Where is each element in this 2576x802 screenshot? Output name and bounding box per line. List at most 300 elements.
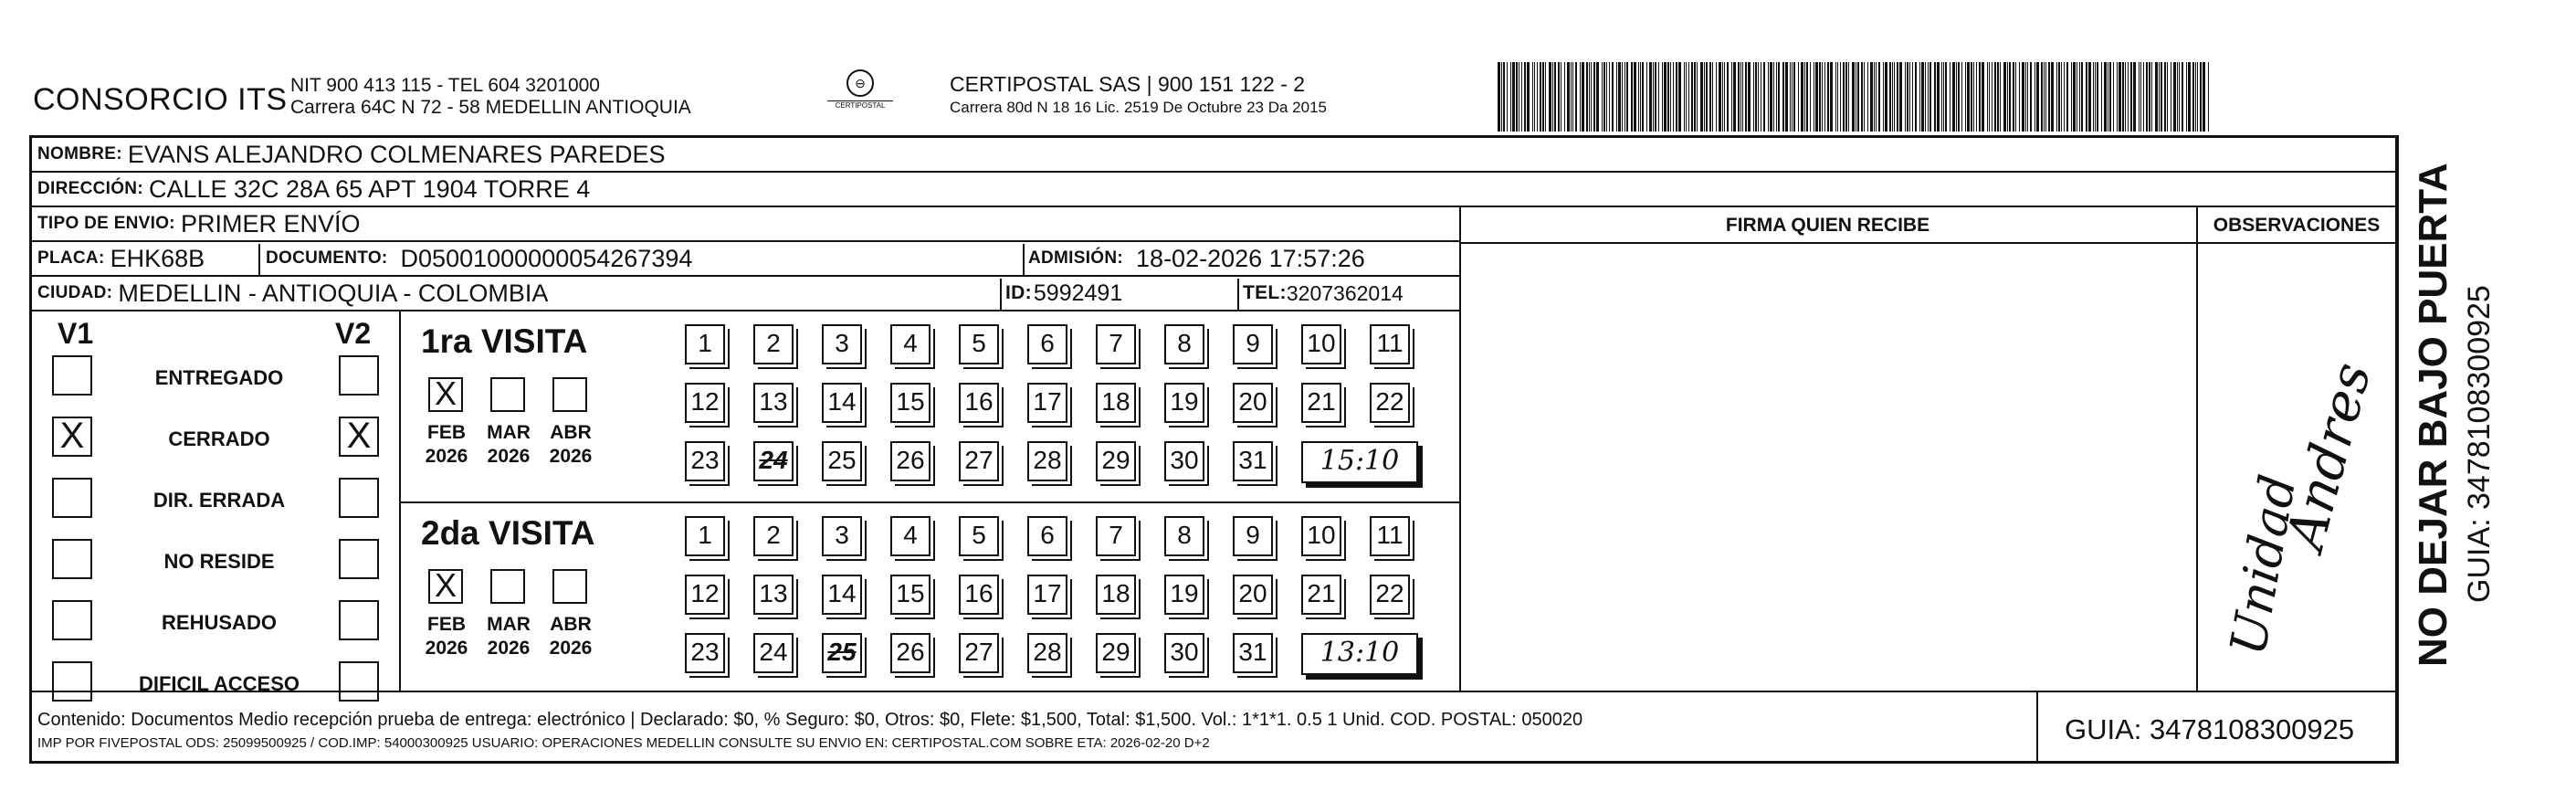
month-year: 2026 <box>487 446 531 467</box>
barcode-bar <box>2203 62 2205 132</box>
day-box[interactable]: 21 <box>1301 383 1341 423</box>
day-box[interactable]: 12 <box>685 575 725 615</box>
barcode-bar <box>1822 62 1823 132</box>
barcode-bar <box>2143 62 2144 132</box>
certipostal-logo <box>827 69 893 124</box>
day-box[interactable]: 16 <box>959 383 999 423</box>
barcode-bar <box>2093 62 2094 132</box>
barcode-bar <box>1686 62 1687 132</box>
barcode-bar <box>1819 62 1821 132</box>
day-box[interactable]: 8 <box>1164 516 1204 556</box>
barcode-bar <box>1564 62 1565 132</box>
firma-header: FIRMA QUIEN RECIBE <box>1725 215 1930 236</box>
barcode-bar <box>1870 62 1873 132</box>
barcode-bar <box>1815 62 1818 132</box>
id-label: ID: <box>1005 282 1032 303</box>
barcode-bar <box>1694 62 1696 132</box>
barcode-bar <box>1580 62 1581 132</box>
barcode-bar <box>2027 62 2028 132</box>
barcode-bar <box>2015 62 2016 132</box>
barcode-bar <box>1724 62 1725 132</box>
tipo-envio-label: TIPO DE ENVIO: <box>37 214 175 233</box>
barcode-bar <box>1928 62 1929 132</box>
barcode-bar <box>2044 62 2045 132</box>
status-v2-checkbox[interactable] <box>339 539 379 579</box>
barcode-bar <box>1843 62 1845 132</box>
day-box[interactable]: 19 <box>1164 383 1204 423</box>
barcode-bar <box>1874 62 1875 132</box>
barcode-bar <box>1542 62 1544 132</box>
barcode-bar <box>2073 62 2076 132</box>
month-checkbox[interactable] <box>490 377 525 412</box>
barcode-bar <box>1867 62 1868 132</box>
day-box[interactable]: 25 <box>822 633 862 673</box>
day-box[interactable]: 23 <box>685 633 725 673</box>
v2-header: V2 <box>335 317 372 350</box>
day-box[interactable]: 4 <box>890 516 931 556</box>
barcode-bar <box>1664 62 1667 132</box>
admision-value: 18-02-2026 17:57:26 <box>1136 244 1365 272</box>
nombre-value: EVANS ALEJANDRO COLMENARES PAREDES <box>127 140 666 168</box>
barcode-bar <box>1512 62 1515 132</box>
barcode-bar <box>1521 62 1522 132</box>
barcode-bar <box>1626 62 1628 132</box>
barcode-bar <box>2095 62 2096 132</box>
barcode-bar <box>1524 62 1526 132</box>
barcode-bar <box>2119 62 2121 132</box>
barcode-bar <box>1941 62 1942 132</box>
barcode-bar <box>1899 62 1902 132</box>
barcode-bar <box>1552 62 1553 132</box>
footer-divider <box>32 691 2397 692</box>
month-year: 2026 <box>425 638 468 659</box>
day-box[interactable]: 15 <box>890 575 931 615</box>
month-checkbox[interactable]: X <box>428 569 463 604</box>
barcode-bar <box>1878 62 1880 132</box>
barcode-bar <box>1912 62 1913 132</box>
barcode-bar <box>1609 62 1610 132</box>
barcode-bar <box>1571 62 1572 132</box>
barcode-bar <box>1905 62 1906 132</box>
barcode-bar <box>1549 62 1551 132</box>
barcode-bar <box>1727 62 1729 132</box>
day-box[interactable]: 18 <box>1096 575 1136 615</box>
barcode-bar <box>2113 62 2114 132</box>
barcode-bar <box>2013 62 2014 132</box>
barcode-bar <box>1678 62 1681 132</box>
visit-time[interactable]: 13:10 <box>1301 633 1418 675</box>
barcode-bar <box>1534 62 1535 132</box>
status-v2-checkbox[interactable]: X <box>339 417 379 457</box>
barcode-bar <box>1979 62 1981 132</box>
tel-value: 3207362014 <box>1286 280 1404 305</box>
barcode-bar <box>1835 62 1836 132</box>
documento-value: D05001000000054267394 <box>400 244 693 272</box>
status-label: REHUSADO <box>162 611 277 634</box>
barcode-bar <box>1810 62 1811 132</box>
barcode-bar <box>1909 62 1910 132</box>
barcode-bar <box>2146 62 2148 132</box>
barcode-bar <box>1776 62 1777 132</box>
divider <box>1459 242 2396 244</box>
day-box[interactable]: 7 <box>1096 516 1136 556</box>
placa-value: EHK68B <box>110 244 205 272</box>
barcode-bar <box>1638 62 1639 132</box>
barcode-bar <box>1700 62 1703 132</box>
barcode-bar <box>1921 62 1924 132</box>
barcode-bar <box>1709 62 1711 132</box>
day-box[interactable]: 11 <box>1370 324 1410 364</box>
day-box[interactable]: 21 <box>1301 575 1341 615</box>
day-box[interactable]: 22 <box>1370 383 1410 423</box>
day-box[interactable]: 20 <box>1233 383 1273 423</box>
signature: Andres <box>2274 355 2383 556</box>
status-v1-checkbox[interactable]: X <box>52 417 92 457</box>
barcode-bar <box>2022 62 2024 132</box>
barcode-bar <box>1770 62 1772 132</box>
barcode-bar <box>1582 62 1584 132</box>
barcode-bar <box>2122 62 2124 132</box>
month-label: ABR <box>550 614 592 635</box>
status-v2-checkbox[interactable] <box>339 355 379 396</box>
barcode-bar <box>2140 62 2141 132</box>
side-notice: NO DEJAR BAJO PUERTA <box>2411 163 2455 667</box>
barcode-bar <box>1646 62 1647 132</box>
month-year: 2026 <box>487 638 531 659</box>
month-year: 2026 <box>549 638 593 659</box>
barcode-bar <box>1673 62 1674 132</box>
barcode-bar <box>1852 62 1855 132</box>
day-box[interactable]: 25 <box>822 441 862 481</box>
day-box[interactable]: 29 <box>1096 633 1136 673</box>
divider <box>1237 279 1239 311</box>
day-box[interactable]: 9 <box>1233 324 1273 364</box>
day-box[interactable]: 30 <box>1164 441 1204 481</box>
barcode-bar <box>2125 62 2126 132</box>
day-box[interactable]: 22 <box>1370 575 1410 615</box>
month-label: MAR <box>487 614 531 635</box>
day-box[interactable]: 6 <box>1027 516 1067 556</box>
barcode-bar <box>2177 62 2178 132</box>
barcode-bar <box>1994 62 1996 132</box>
barcode-bar <box>2192 62 2194 132</box>
barcode-bar <box>1575 62 1577 132</box>
day-box[interactable]: 30 <box>1164 633 1204 673</box>
barcode-bar <box>1631 62 1633 132</box>
day-box[interactable]: 2 <box>753 516 794 556</box>
barcode-bar <box>1885 62 1887 132</box>
barcode-bar <box>2066 62 2068 132</box>
barcode-bar <box>2088 62 2091 132</box>
barcode-bar <box>2036 62 2039 132</box>
barcode-bar <box>1503 62 1505 132</box>
barcode-bar <box>1848 62 1849 132</box>
status-v1-checkbox[interactable] <box>52 355 92 396</box>
barcode-bar <box>1929 62 1931 132</box>
barcode-bar <box>2104 62 2107 132</box>
barcode-bar <box>1667 62 1669 132</box>
barcode-bar <box>2041 62 2043 132</box>
barcode-bar <box>1618 62 1621 132</box>
month-label: FEB <box>427 614 466 635</box>
day-box[interactable]: 16 <box>959 575 999 615</box>
barcode-bar <box>1572 62 1573 132</box>
barcode-bar <box>2081 62 2083 132</box>
barcode-bar <box>2097 62 2098 132</box>
barcode-bar <box>1840 62 1841 132</box>
barcode-bar <box>1634 62 1636 132</box>
company-name: CONSORCIO ITS <box>33 82 288 117</box>
status-v1-checkbox[interactable] <box>52 478 92 518</box>
barcode-bar <box>1593 62 1595 132</box>
barcode-bar <box>1892 62 1893 132</box>
day-box[interactable]: 20 <box>1233 575 1273 615</box>
barcode-bar <box>2030 62 2032 132</box>
month-label: ABR <box>550 422 592 443</box>
barcode-bar <box>1837 62 1838 132</box>
day-box[interactable]: 3 <box>822 516 862 556</box>
barcode-bar <box>1722 62 1723 132</box>
day-box[interactable]: 31 <box>1233 441 1273 481</box>
barcode-bar <box>2164 62 2166 132</box>
day-box[interactable]: 17 <box>1027 575 1067 615</box>
day-box[interactable]: 10 <box>1301 324 1341 364</box>
day-box[interactable]: 1 <box>685 324 725 364</box>
barcode-bar <box>1706 62 1708 132</box>
barcode-bar <box>2007 62 2008 132</box>
barcode-bar <box>2182 62 2183 132</box>
documento-label: DOCUMENTO: <box>266 248 388 268</box>
barcode-bar <box>1989 62 1990 132</box>
barcode-bar <box>2058 62 2060 132</box>
barcode-bar <box>1545 62 1546 132</box>
barcode-bar <box>1532 62 1533 132</box>
day-box[interactable]: 28 <box>1027 633 1067 673</box>
barcode-bar <box>2003 62 2006 132</box>
barcode-bar <box>2000 62 2001 132</box>
visit-title: 1ra VISITA <box>421 322 588 360</box>
barcode-bar <box>1558 62 1560 132</box>
status-v1-checkbox[interactable] <box>52 661 92 702</box>
day-box[interactable]: 2 <box>753 324 794 364</box>
visit-title: 2da VISITA <box>421 514 595 552</box>
month-label: FEB <box>427 422 466 443</box>
direccion-row <box>32 173 2397 207</box>
barcode-bar <box>1527 62 1530 132</box>
barcode-bar <box>1501 62 1502 132</box>
footer-print-info: IMP POR FIVEPOSTAL ODS: 25099500925 / COD.IMP: 54000300925 USUARIO: OPERACIONES MEDELLIN CONSULTE SU ENVIO EN: CERTIPOSTAL.COM SOBRE ETA: 2026-02-20 D+2 <box>37 735 1210 751</box>
month-checkbox[interactable]: X <box>428 377 463 412</box>
day-box[interactable]: 17 <box>1027 383 1067 423</box>
barcode-bar <box>1845 62 1847 132</box>
barcode-bar <box>2128 62 2129 132</box>
barcode-bar <box>1655 62 1656 132</box>
barcode-bar <box>1755 62 1757 132</box>
barcode-bar <box>2133 62 2136 132</box>
barcode-bar <box>1798 62 1799 132</box>
barcode-bar <box>2149 62 2150 132</box>
barcode-bar <box>1945 62 1947 132</box>
day-box[interactable]: 19 <box>1164 575 1204 615</box>
id-value: 5992491 <box>1033 280 1123 306</box>
barcode-bar <box>2139 62 2140 132</box>
logo-caption: CERTIPOSTAL <box>827 100 893 110</box>
barcode-bar <box>1919 62 1920 132</box>
barcode-bar <box>2045 62 2046 132</box>
day-box[interactable]: 6 <box>1027 324 1067 364</box>
signature-second: Unidad <box>2219 470 2308 660</box>
barcode-bar <box>1716 62 1717 132</box>
barcode-bar <box>1824 62 1825 132</box>
barcode-bar <box>2048 62 2050 132</box>
barcode-bar <box>1589 62 1590 132</box>
placa-row <box>32 242 1461 277</box>
status-v1-checkbox[interactable] <box>52 600 92 640</box>
v1-header: V1 <box>58 317 94 350</box>
direccion-value: CALLE 32C 28A 65 APT 1904 TORRE 4 <box>148 174 591 203</box>
day-box[interactable]: 28 <box>1027 441 1067 481</box>
barcode-bar <box>1897 62 1898 132</box>
barcode-bar <box>1640 62 1641 132</box>
barcode-bar <box>1827 62 1829 132</box>
barcode-bar <box>2109 62 2111 132</box>
barcode-bar <box>1642 62 1644 132</box>
divider <box>1023 244 1025 277</box>
month-checkbox[interactable] <box>552 377 587 412</box>
barcode-bar <box>2173 62 2176 132</box>
day-box[interactable]: 4 <box>890 324 931 364</box>
barcode-bar <box>1653 62 1654 132</box>
company-info <box>290 75 691 119</box>
status-label: CERRADO <box>168 427 270 450</box>
barcode-bar <box>1540 62 1541 132</box>
day-box[interactable]: 26 <box>890 441 931 481</box>
month-checkbox[interactable] <box>490 569 525 604</box>
barcode-bar <box>2188 62 2191 132</box>
barcode-bar <box>2208 62 2209 132</box>
barcode-bar <box>1997 62 1999 132</box>
status-v2-checkbox[interactable] <box>339 478 379 518</box>
barcode-bar <box>1958 62 1960 132</box>
barcode-bar <box>1806 62 1808 132</box>
day-box[interactable]: 27 <box>959 633 999 673</box>
day-box[interactable]: 5 <box>959 324 999 364</box>
day-box[interactable]: 23 <box>685 441 725 481</box>
barcode-bar <box>1876 62 1877 132</box>
tel-label: TEL: <box>1243 282 1287 303</box>
day-box[interactable]: 14 <box>822 383 862 423</box>
day-box[interactable]: 8 <box>1164 324 1204 364</box>
barcode-bar <box>1778 62 1780 132</box>
day-box[interactable]: 13 <box>753 383 794 423</box>
barcode-bar <box>1567 62 1570 132</box>
day-box[interactable]: 15 <box>890 383 931 423</box>
barcode-bar <box>1952 62 1955 132</box>
admision-label: ADMISIÓN: <box>1028 248 1124 268</box>
barcode-bar <box>1758 62 1759 132</box>
barcode-bar <box>1763 62 1765 132</box>
barcode-bar <box>1915 62 1917 132</box>
day-box[interactable]: 7 <box>1096 324 1136 364</box>
barcode-bar <box>2101 62 2102 132</box>
delivery-form <box>29 135 2399 764</box>
barcode-bar <box>1586 62 1588 132</box>
barcode-bar <box>1745 62 1747 132</box>
day-box[interactable]: 26 <box>890 633 931 673</box>
day-box[interactable]: 24 <box>753 441 794 481</box>
day-box[interactable]: 3 <box>822 324 862 364</box>
barcode-bar <box>1830 62 1833 132</box>
barcode-bar <box>1785 62 1788 132</box>
barcode-bar <box>1591 62 1592 132</box>
barcode-bar <box>1596 62 1599 132</box>
logo-emblem-icon: ⊖ <box>846 69 874 97</box>
barcode-bar <box>2117 62 2118 132</box>
barcode-bar <box>1804 62 1805 132</box>
obs-left-border <box>2196 207 2198 691</box>
status-label: DIFICIL ACCESO <box>138 672 300 695</box>
visit-time[interactable]: 15:10 <box>1301 441 1418 483</box>
ciudad-row <box>32 277 1461 311</box>
day-box[interactable]: 5 <box>959 516 999 556</box>
barcode-bar <box>2161 62 2162 132</box>
day-box[interactable]: 10 <box>1301 516 1341 556</box>
barcode-bar <box>2200 62 2202 132</box>
status-label: NO RESIDE <box>163 550 275 573</box>
day-box[interactable]: 1 <box>685 516 725 556</box>
barcode-bar <box>1537 62 1538 132</box>
barcode-bar <box>1742 62 1743 132</box>
day-box[interactable]: 27 <box>959 441 999 481</box>
status-v2-checkbox[interactable] <box>339 661 379 702</box>
barcode-bar <box>2064 62 2065 132</box>
obs-right-border <box>2395 138 2397 764</box>
status-label: ENTREGADO <box>154 366 284 389</box>
nit-line: NIT 900 413 115 - TEL 604 3201000 <box>290 75 600 96</box>
barcode-bar <box>1507 62 1508 132</box>
day-box[interactable]: 9 <box>1233 516 1273 556</box>
day-box[interactable]: 11 <box>1370 516 1410 556</box>
barcode-bar <box>1782 62 1784 132</box>
status-v1-checkbox[interactable] <box>52 539 92 579</box>
barcode-bar <box>2009 62 2011 132</box>
certipostal-line: CERTIPOSTAL SAS | 900 151 122 - 2 <box>950 72 1306 96</box>
barcode-bar <box>1925 62 1926 132</box>
barcode-bar <box>1740 62 1741 132</box>
barcode-bar <box>1793 62 1795 132</box>
day-box[interactable]: 13 <box>753 575 794 615</box>
day-box[interactable]: 24 <box>753 633 794 673</box>
barcode-bar <box>1691 62 1693 132</box>
month-checkbox[interactable] <box>552 569 587 604</box>
barcode-bar <box>1889 62 1891 132</box>
day-box[interactable]: 29 <box>1096 441 1136 481</box>
footer-guia: GUIA: 3478108300925 <box>2065 713 2355 745</box>
day-box[interactable]: 12 <box>685 383 725 423</box>
status-v2-checkbox[interactable] <box>339 600 379 640</box>
barcode-bar <box>1516 62 1518 132</box>
day-box[interactable]: 14 <box>822 575 862 615</box>
barcode-bar <box>1934 62 1936 132</box>
barcode-bar <box>2195 62 2196 132</box>
barcode-bar <box>1857 62 1859 132</box>
day-box[interactable]: 18 <box>1096 383 1136 423</box>
day-box[interactable]: 31 <box>1233 633 1273 673</box>
status-label: DIR. ERRADA <box>152 489 286 512</box>
barcode-bar <box>2025 62 2026 132</box>
certipostal-sub: Carrera 80d N 18 16 Lic. 2519 De Octubre 23 Da 2015 <box>950 99 1327 116</box>
tipo-envio-value: PRIMER ENVÍO <box>180 209 361 237</box>
